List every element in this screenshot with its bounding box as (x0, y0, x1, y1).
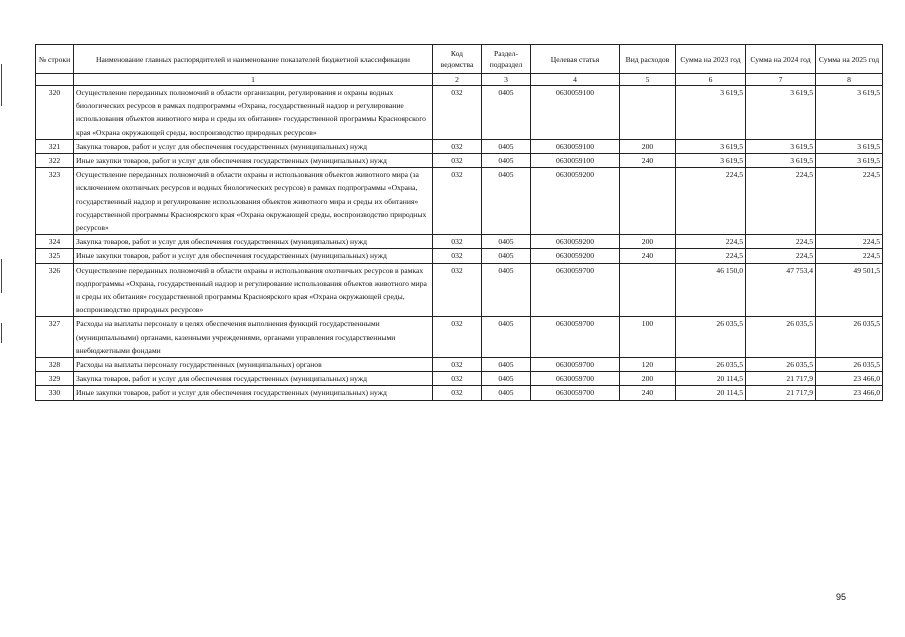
row-section-code: 0405 (482, 386, 531, 400)
column-number (36, 74, 74, 86)
header-sum-2024: Сумма на 2024 год (746, 45, 816, 74)
column-number: 8 (816, 74, 883, 86)
row-sum-2024: 47 753,4 (746, 263, 816, 317)
row-name: Осуществление переданных полномочий в области организации, регулирования и охраны водных биологических ресурсов в рамках подпрограммы «Охрана, государственный надзор и регулирование использования объектов животного мира и среды их обитания» государственной программы Красноярского края «Охрана окружающей среды, воспроизводство природных ресурсов» (74, 86, 433, 140)
row-sum-2024: 224,5 (746, 235, 816, 249)
table-row (36, 317, 883, 358)
row-sum-2025: 224,5 (816, 168, 883, 235)
row-dept-code: 032 (433, 139, 482, 153)
row-expense-type: 240 (620, 386, 676, 400)
row-dept-code: 032 (433, 168, 482, 235)
row-name: Закупка товаров, работ и услуг для обеспечения государственных (муниципальных) нужд (74, 139, 433, 153)
row-sum-2023: 26 035,5 (676, 317, 746, 358)
row-section-code: 0405 (482, 86, 531, 140)
row-number: 321 (36, 139, 74, 153)
row-dept-code: 032 (433, 86, 482, 140)
row-sum-2024: 26 035,5 (746, 358, 816, 372)
row-sum-2025: 3 619,5 (816, 154, 883, 168)
row-sum-2024: 224,5 (746, 168, 816, 235)
scan-margin-mark (1, 64, 2, 106)
column-number: 2 (433, 74, 482, 86)
row-sum-2025: 23 466,0 (816, 386, 883, 400)
row-name: Расходы на выплаты персоналу в целях обеспечения выполнения функций государственными (муниципальными) органами, казенными учреждениями, органами управления государственными внебюджетными фондами (74, 317, 433, 358)
table-row (36, 263, 883, 317)
table-row (36, 386, 883, 400)
row-expense-type (620, 168, 676, 235)
table-row (36, 249, 883, 263)
row-name: Закупка товаров, работ и услуг для обеспечения государственных (муниципальных) нужд (74, 235, 433, 249)
header-section: Раздел-подраздел (482, 45, 531, 74)
row-name: Осуществление переданных полномочий в области охраны и использования охотничьих ресурсов в рамках подпрограммы «Охрана, государственный надзор и регулирование использования объектов животного мира и среды их обитания» государственной программы Красноярского края «Охрана окружающей среды, воспроизводство природных ресурсов» (74, 263, 433, 317)
row-number: 327 (36, 317, 74, 358)
row-section-code: 0405 (482, 317, 531, 358)
row-sum-2023: 26 035,5 (676, 358, 746, 372)
row-sum-2024: 3 619,5 (746, 139, 816, 153)
row-dept-code: 032 (433, 154, 482, 168)
scan-margin-mark (1, 323, 2, 343)
row-number: 320 (36, 86, 74, 140)
row-name: Иные закупки товаров, работ и услуг для обеспечения государственных (муниципальных) нужд (74, 249, 433, 263)
row-target-code: 0630059200 (531, 235, 620, 249)
row-expense-type: 120 (620, 358, 676, 372)
row-number: 322 (36, 154, 74, 168)
row-dept-code: 032 (433, 317, 482, 358)
table-row (36, 168, 883, 235)
row-section-code: 0405 (482, 372, 531, 386)
row-section-code: 0405 (482, 139, 531, 153)
table-row (36, 358, 883, 372)
row-target-code: 0630059200 (531, 168, 620, 235)
row-target-code: 0630059100 (531, 154, 620, 168)
row-section-code: 0405 (482, 154, 531, 168)
row-expense-type (620, 263, 676, 317)
row-section-code: 0405 (482, 358, 531, 372)
header-target: Целевая статья (531, 45, 620, 74)
row-number: 326 (36, 263, 74, 317)
row-expense-type (620, 86, 676, 140)
column-number: 5 (620, 74, 676, 86)
table-row (36, 154, 883, 168)
row-sum-2025: 224,5 (816, 235, 883, 249)
row-section-code: 0405 (482, 249, 531, 263)
row-dept-code: 032 (433, 235, 482, 249)
row-number: 329 (36, 372, 74, 386)
row-name: Закупка товаров, работ и услуг для обеспечения государственных (муниципальных) нужд (74, 372, 433, 386)
row-sum-2023: 3 619,5 (676, 86, 746, 140)
row-section-code: 0405 (482, 235, 531, 249)
header-dept: Код ведомства (433, 45, 482, 74)
row-name: Осуществление переданных полномочий в области охраны и использования объектов животного мира (за исключением охотничьих ресурсов и водных биологических ресурсов) в рамках подпрограммы «Охрана, государственный надзор и регулирование использования объектов животного мира и среды их обитания» государственной программы Красноярского края «Охрана окружающей среды, воспроизводство природных ресурсов» (74, 168, 433, 235)
column-number-row (36, 74, 883, 86)
row-sum-2023: 224,5 (676, 235, 746, 249)
row-target-code: 0630059100 (531, 139, 620, 153)
row-target-code: 0630059700 (531, 372, 620, 386)
table-row (36, 235, 883, 249)
row-number: 328 (36, 358, 74, 372)
row-name: Иные закупки товаров, работ и услуг для обеспечения государственных (муниципальных) нужд (74, 154, 433, 168)
table-body (36, 86, 883, 401)
column-number: 3 (482, 74, 531, 86)
column-number: 1 (74, 74, 433, 86)
row-target-code: 0630059200 (531, 249, 620, 263)
row-sum-2023: 46 150,0 (676, 263, 746, 317)
row-name: Расходы на выплаты персоналу государственных (муниципальных) органов (74, 358, 433, 372)
row-sum-2025: 26 035,5 (816, 358, 883, 372)
table-row (36, 86, 883, 140)
row-sum-2025: 23 466,0 (816, 372, 883, 386)
row-section-code: 0405 (482, 263, 531, 317)
row-expense-type: 240 (620, 249, 676, 263)
row-target-code: 0630059700 (531, 317, 620, 358)
row-sum-2023: 20 114,5 (676, 372, 746, 386)
row-sum-2024: 26 035,5 (746, 317, 816, 358)
row-name: Иные закупки товаров, работ и услуг для обеспечения государственных (муниципальных) нужд (74, 386, 433, 400)
row-expense-type: 200 (620, 139, 676, 153)
row-expense-type: 200 (620, 372, 676, 386)
row-sum-2023: 20 114,5 (676, 386, 746, 400)
header-sum-2023: Сумма на 2023 год (676, 45, 746, 74)
row-dept-code: 032 (433, 372, 482, 386)
header-name: Наименование главных распорядителей и наименование показателей бюджетной классификации (74, 45, 433, 74)
row-sum-2025: 3 619,5 (816, 86, 883, 140)
row-sum-2024: 3 619,5 (746, 154, 816, 168)
row-dept-code: 032 (433, 263, 482, 317)
row-sum-2023: 3 619,5 (676, 139, 746, 153)
row-expense-type: 100 (620, 317, 676, 358)
column-number: 4 (531, 74, 620, 86)
row-dept-code: 032 (433, 358, 482, 372)
row-dept-code: 032 (433, 386, 482, 400)
row-sum-2024: 3 619,5 (746, 86, 816, 140)
row-target-code: 0630059100 (531, 86, 620, 140)
header-exp-type: Вид расходов (620, 45, 676, 74)
budget-table (35, 44, 883, 401)
table-row (36, 139, 883, 153)
row-target-code: 0630059700 (531, 358, 620, 372)
header-sum-2025: Сумма на 2025 год (816, 45, 883, 74)
row-sum-2024: 224,5 (746, 249, 816, 263)
row-sum-2024: 21 717,9 (746, 386, 816, 400)
row-number: 323 (36, 168, 74, 235)
header-row-no: № строки (36, 45, 74, 74)
column-number: 6 (676, 74, 746, 86)
table-header-row (36, 45, 883, 74)
row-expense-type: 200 (620, 235, 676, 249)
row-sum-2023: 224,5 (676, 249, 746, 263)
row-number: 330 (36, 386, 74, 400)
row-section-code: 0405 (482, 168, 531, 235)
row-sum-2025: 49 501,5 (816, 263, 883, 317)
row-dept-code: 032 (433, 249, 482, 263)
row-target-code: 0630059700 (531, 386, 620, 400)
table-row (36, 372, 883, 386)
row-expense-type: 240 (620, 154, 676, 168)
row-sum-2023: 224,5 (676, 168, 746, 235)
row-target-code: 0630059700 (531, 263, 620, 317)
scan-margin-mark (1, 259, 2, 293)
page-number: 95 (836, 592, 847, 602)
row-sum-2025: 224,5 (816, 249, 883, 263)
row-number: 325 (36, 249, 74, 263)
row-sum-2025: 26 035,5 (816, 317, 883, 358)
row-sum-2025: 3 619,5 (816, 139, 883, 153)
row-sum-2023: 3 619,5 (676, 154, 746, 168)
row-number: 324 (36, 235, 74, 249)
row-sum-2024: 21 717,9 (746, 372, 816, 386)
column-number: 7 (746, 74, 816, 86)
